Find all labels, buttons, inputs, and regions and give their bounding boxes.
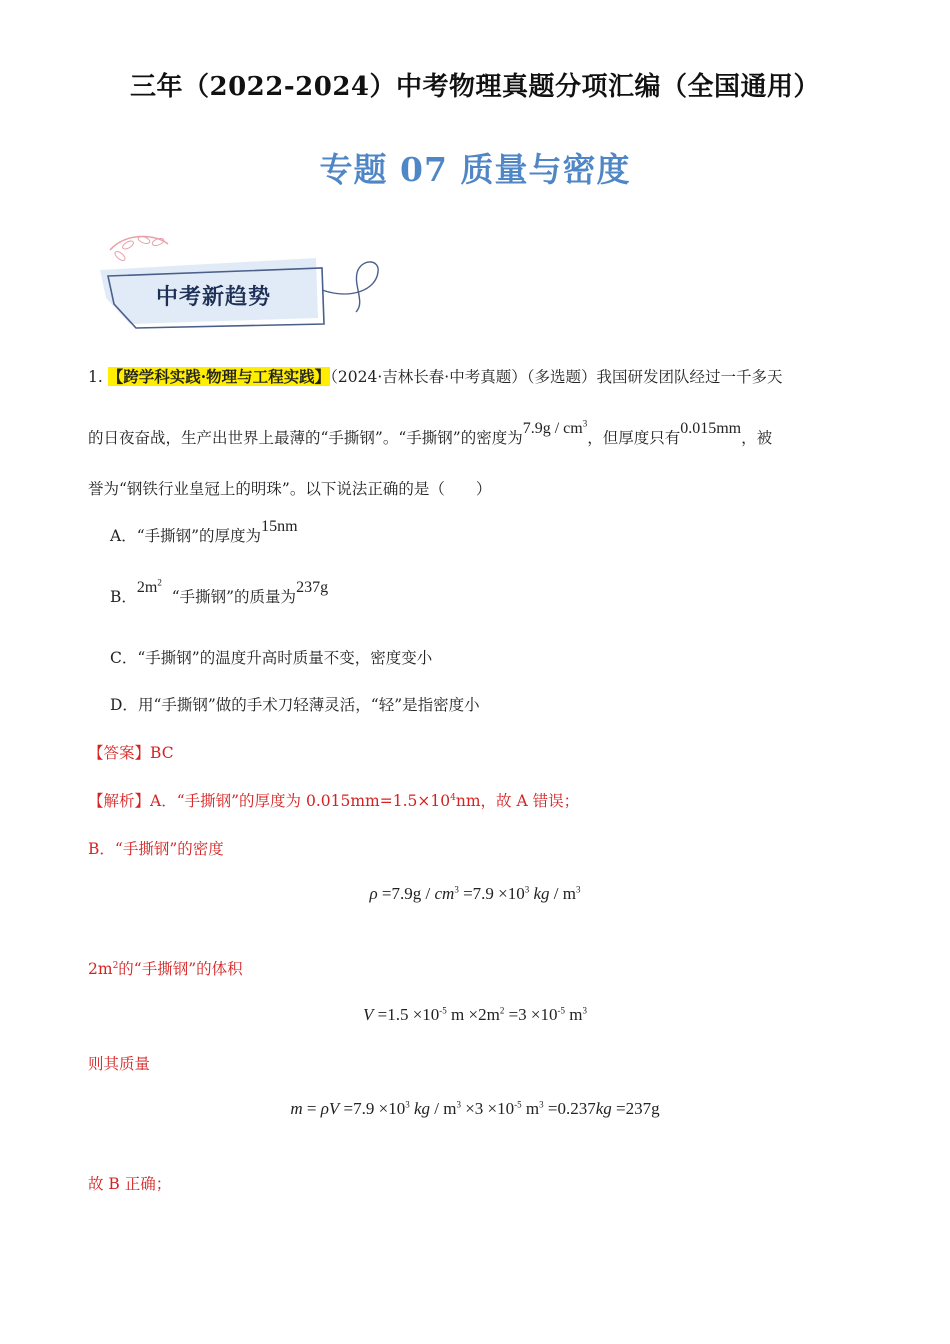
analysis-volume-intro: $2m^2$的“手撕钢”的体积 [88, 960, 243, 978]
option-a-label: A． [110, 527, 137, 545]
analysis-b-conclusion: 故 B 正确； [88, 1175, 172, 1193]
density-value: $7.9g / cm^3$ [522, 418, 588, 437]
thickness-value: 0.015mm [680, 420, 742, 437]
option-a[interactable] [110, 518, 298, 548]
equation-volume: $V =1.5 \times 10^{-5}$ $m \times 2m^2 =3 \times 10^{-5}$ $m^3$ [362, 1005, 588, 1024]
question-line-3: 誉为“钢铁行业皇冠上的明珠”。以下说法正确的是（ ） [88, 480, 492, 498]
option-b-value: 237g [296, 579, 329, 596]
analysis-mass-intro: 则其质量 [88, 1055, 151, 1073]
equation-density: $\rho =7.9g / cm^3 =7.9 \times 10^3$ kg / $m^3$ [369, 884, 581, 903]
question-number: 1. [88, 368, 103, 386]
topic-title: 专题 07 质量与密度 [319, 150, 631, 189]
question-text: 的日夜奋战，生产出世界上最薄的“手撕钢”。“手撕钢”的密度为 [88, 429, 523, 447]
question-line-1 [88, 366, 868, 388]
option-b-label: B． [110, 588, 137, 606]
question-tag: 【跨学科实践·物理与工程实践】 [107, 367, 331, 386]
document-header-title: 三年（2022-2024）中考物理真题分项汇编（全国通用） [129, 72, 821, 102]
option-b-area: $2m^2$ [136, 577, 162, 596]
analysis-line-b: B．“手撕钢”的密度 [88, 840, 224, 858]
option-a-value: 15nm [261, 518, 298, 535]
question-text: ，但厚度只有 [587, 429, 681, 447]
option-a-text: “手撕钢”的厚度为 [136, 527, 262, 545]
question-text: ，被 [741, 429, 773, 447]
option-b-text: “手撕钢”的质量为 [171, 588, 297, 606]
option-c[interactable] [110, 647, 432, 669]
analysis-line-a: 【解析】A．“手撕钢”的厚度为 $0.015mm=1.5\times 10^4nm$，故 A 错误； [88, 792, 580, 810]
option-c-label: C． [110, 649, 138, 667]
banner-label: 中考新趋势 [156, 285, 272, 310]
question-line-2 [88, 418, 878, 450]
answer-value: BC [150, 744, 174, 762]
analysis-label: 【解析】 [88, 792, 151, 810]
answer-line [88, 742, 174, 764]
analysis-text: A．“手撕钢”的厚度为 0.015mm=1.5×10 [150, 792, 451, 810]
option-b[interactable] [110, 577, 329, 609]
option-d-text: 用“手撕钢”做的手术刀轻薄灵活，“轻”是指密度小 [137, 696, 480, 714]
option-d[interactable] [110, 694, 480, 716]
answer-label: 【答案】 [88, 744, 151, 762]
question-source: （2024·吉林长春·中考真题）（多选题）我国研发团队经过一千多天 [330, 368, 783, 386]
section-banner [86, 230, 396, 340]
option-d-label: D． [110, 696, 138, 714]
analysis-text: nm，故 A 错误； [455, 792, 580, 810]
option-c-text: “手撕钢”的温度升高时质量不变，密度变小 [137, 649, 433, 667]
equation-mass: $m = \rho V =7.9 \times 10^3$ kg / $m^3 \times 3 \times 10^{-5}$ $m^3 =0.237kg =237g$ [290, 1099, 660, 1118]
